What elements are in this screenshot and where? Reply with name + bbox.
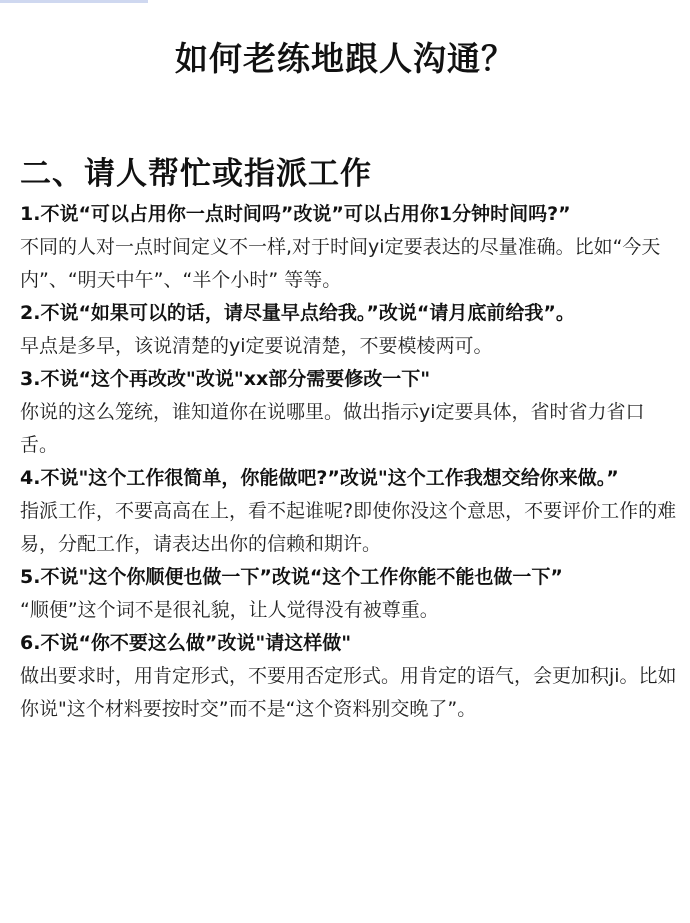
top-accent-bar bbox=[0, 0, 148, 3]
tip-4-heading: 4.不说"这个工作很简单，你能做吧?”改说"这个工作我想交给你来做。” bbox=[20, 467, 619, 489]
tip-1-body: 不同的人对一点时间定义不一样,对于时间yi定要表达的尽量准确。比如“今天内”、“明天中午”、“半个小时” 等等。 bbox=[20, 236, 661, 291]
tip-5-body: “顺便”这个词不是很礼貌，让人觉得没有被尊重。 bbox=[20, 599, 439, 621]
tip-2-heading: 2.不说“如果可以的话，请尽量早点给我。”改说“请月底前给我”。 bbox=[20, 302, 575, 324]
tip-2-body: 早点是多早，该说清楚的yi定要说清楚，不要模棱两可。 bbox=[20, 335, 493, 357]
tip-1-heading: 1.不说“可以占用你一点时间吗”改说”可以占用你1分钟时间吗?” bbox=[20, 203, 571, 225]
tip-3-heading: 3.不说“这个再改改"改说"xx部分需要修改一下" bbox=[20, 368, 431, 390]
page-title: 如何老练地跟人沟通？ bbox=[175, 39, 515, 78]
tip-6-body: 做出要求时，用肯定形式，不要用否定形式。用肯定的语气，会更加积ji。比如你说"这个材料要按时交”而不是“这个资料别交晚了”。 bbox=[20, 665, 677, 720]
section-heading: 二、请人帮忙或指派工作 bbox=[20, 156, 372, 192]
tip-4-body: 指派工作，不要高高在上，看不起谁呢?即使你没这个意思，不要评价工作的难易，分配工作，请表达出你的信赖和期许。 bbox=[20, 500, 677, 555]
tip-6-heading: 6.不说“你不要这么做”改说"请这样做" bbox=[20, 632, 352, 654]
tip-5-heading: 5.不说"这个你顺便也做一下”改说“这个工作你能不能也做一下” bbox=[20, 566, 563, 588]
tip-3-body: 你说的这么笼统，谁知道你在说哪里。做出指示yi定要具体，省时省力省口舌。 bbox=[20, 401, 645, 456]
article-body bbox=[20, 152, 680, 726]
